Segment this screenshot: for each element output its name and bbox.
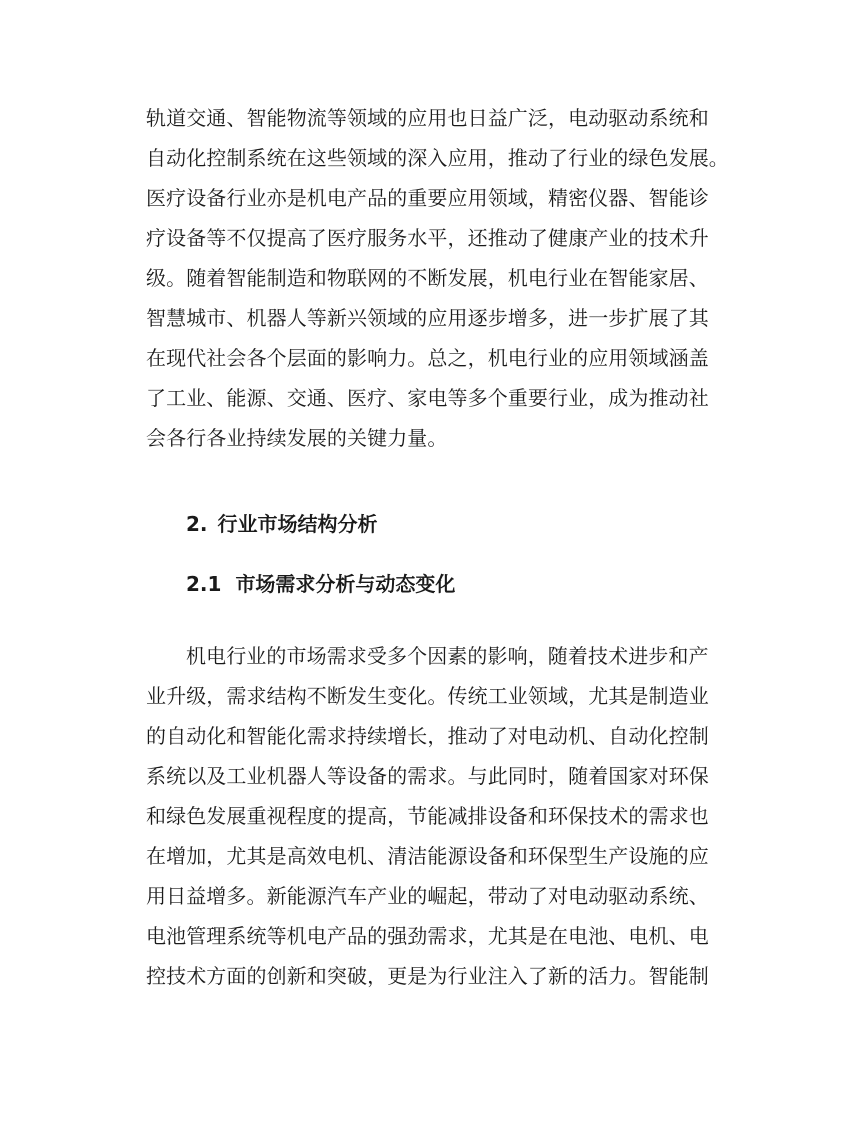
section-title: 行业市场结构分析 [217,512,378,536]
section-number: 2. [186,512,208,536]
section-heading-2 [186,511,378,537]
text-line: 轨道交通、智能物流等领域的应用也日益广泛，电动驱动系统和 [146,106,709,130]
text-line: 在现代社会各个层面的影响力。总之，机电行业的应用领域涵盖 [146,346,709,370]
text-line: 和绿色发展重视程度的提高，节能减排设备和环保技术的需求也 [146,804,709,828]
text-line: 机电行业的市场需求受多个因素的影响，随着技术进步和产 [186,644,709,668]
text-line: 业升级，需求结构不断发生变化。传统工业领域，尤其是制造业 [146,684,709,708]
text-line: 级。随着智能制造和物联网的不断发展，机电行业在智能家居、 [146,266,709,290]
text-line: 在增加，尤其是高效电机、清洁能源设备和环保型生产设施的应 [146,844,709,868]
text-line: 疗设备等不仅提高了医疗服务水平，还推动了健康产业的技术升 [146,226,709,250]
text-line: 的自动化和智能化需求持续增长，推动了对电动机、自动化控制 [146,724,709,748]
section-heading-2-1 [186,571,455,597]
text-line: 控技术方面的创新和突破，更是为行业注入了新的活力。智能制 [146,964,709,988]
text-line: 电池管理系统等机电产品的强劲需求，尤其是在电池、电机、电 [146,924,709,948]
text-line: 自动化控制系统在这些领域的深入应用，推动了行业的绿色发展。 [146,146,729,170]
text-line: 用日益增多。新能源汽车产业的崛起，带动了对电动驱动系统、 [146,884,709,908]
text-line: 系统以及工业机器人等设备的需求。与此同时，随着国家对环保 [146,764,709,788]
text-line: 了工业、能源、交通、医疗、家电等多个重要行业，成为推动社 [146,386,709,410]
section-number: 2.1 [186,572,222,596]
text-line: 会各行各业持续发展的关键力量。 [146,426,448,450]
section-title: 市场需求分析与动态变化 [235,572,456,596]
text-line: 医疗设备行业亦是机电产品的重要应用领域，精密仪器、智能诊 [146,186,709,210]
text-line: 智慧城市、机器人等新兴领域的应用逐步增多，进一步扩展了其 [146,306,709,330]
